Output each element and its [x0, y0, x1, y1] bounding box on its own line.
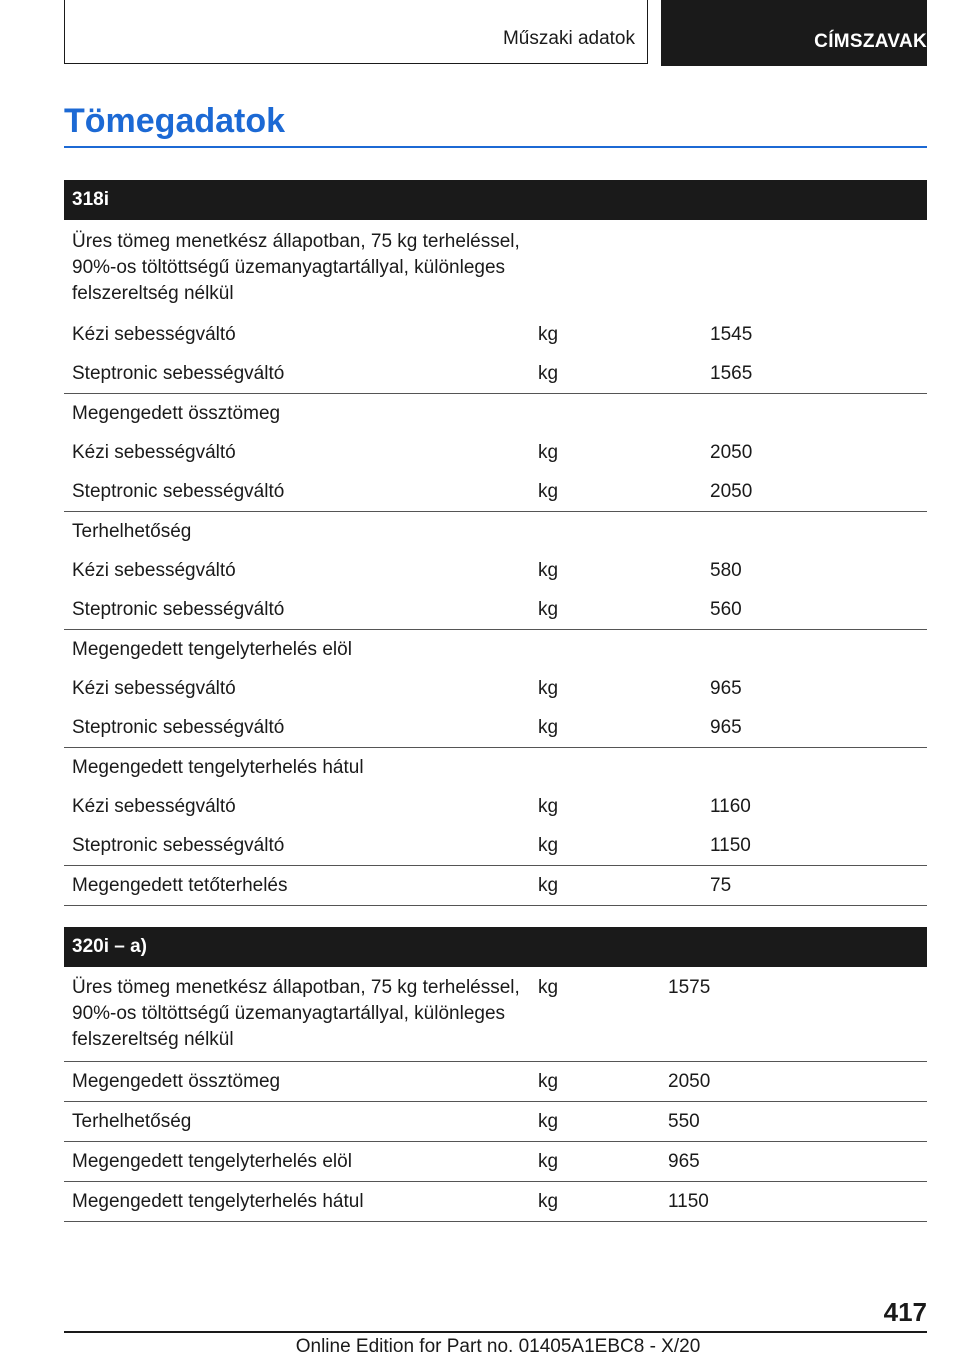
row-label: Kézi sebességváltó — [72, 796, 236, 817]
row-value: 560 — [710, 599, 742, 620]
row-unit — [538, 519, 710, 545]
row-label: Kézi sebességváltó — [72, 442, 236, 463]
row-label: Kézi sebességváltó — [72, 560, 236, 581]
table-row — [64, 433, 927, 472]
row-unit: kg — [538, 875, 559, 896]
table-row — [64, 472, 927, 512]
row-label: Üres tömeg menetkész állapotban, 75 kg terheléssel, 90%-os töltöttségű üzemanyagtartállyal, különleges felszereltség nélkül — [72, 231, 520, 304]
table-row — [64, 708, 927, 748]
header-tabbar — [64, 0, 927, 66]
row-value: 1160 — [710, 796, 751, 817]
row-label: Kézi sebességváltó — [72, 678, 236, 699]
row-unit: kg — [538, 560, 559, 581]
table-row — [64, 826, 927, 866]
row-label: Megengedett tengelyterhelés elöl — [72, 1151, 352, 1172]
row-value: 965 — [710, 717, 742, 738]
row-unit — [538, 401, 710, 427]
table-header: 318i — [64, 180, 927, 220]
row-value: 2050 — [710, 481, 753, 502]
row-unit — [538, 229, 710, 307]
weight-table-320i — [64, 927, 927, 1222]
row-value: 580 — [710, 560, 742, 581]
tab-section-technical-data[interactable] — [64, 0, 648, 64]
row-label: Megengedett tengelyterhelés elöl — [72, 639, 352, 660]
table-row — [64, 315, 927, 354]
table-row — [64, 1142, 927, 1182]
table-row — [64, 1062, 927, 1102]
table-row — [64, 787, 927, 826]
row-unit: kg — [538, 717, 559, 738]
table-row — [64, 630, 927, 669]
row-unit: kg — [538, 678, 559, 699]
footer-edition-text: Online Edition for Part no. 01405A1EBC8 - X/20 — [295, 1336, 701, 1357]
row-label: Terhelhetőség — [72, 521, 192, 542]
row-unit: kg — [538, 324, 559, 345]
tab-index-keywords[interactable] — [661, 0, 927, 66]
tab-section-label: Műszaki adatok — [502, 28, 635, 49]
row-label: Steptronic sebességváltó — [72, 363, 285, 384]
title-divider — [64, 146, 927, 148]
row-value: 1150 — [668, 1191, 709, 1212]
table-row — [64, 551, 927, 590]
row-unit: kg — [538, 977, 559, 998]
row-unit: kg — [538, 442, 559, 463]
row-unit: kg — [538, 1111, 559, 1132]
table-row — [64, 220, 927, 315]
row-label: Terhelhetőség — [72, 1111, 192, 1132]
table-row — [64, 354, 927, 394]
row-label: Steptronic sebességváltó — [72, 835, 285, 856]
row-unit: kg — [538, 1151, 559, 1172]
table-row — [64, 394, 927, 433]
row-label: Megengedett tengelyterhelés hátul — [72, 1191, 364, 1212]
row-unit: kg — [538, 1191, 559, 1212]
table-row — [64, 967, 927, 1062]
row-label: Megengedett össztömeg — [72, 1071, 281, 1092]
row-value: 1545 — [710, 324, 753, 345]
row-value: 2050 — [710, 442, 753, 463]
row-label: Megengedett tengelyterhelés hátul — [72, 757, 364, 778]
row-value: 1565 — [710, 363, 753, 384]
table-row — [64, 1102, 927, 1142]
table-row — [64, 512, 927, 551]
tab-index-label: CÍMSZAVAK — [814, 31, 927, 52]
row-value: 1575 — [668, 977, 711, 998]
row-value: 2050 — [668, 1071, 711, 1092]
row-unit — [538, 755, 710, 781]
row-label: Steptronic sebességváltó — [72, 481, 285, 502]
row-unit: kg — [538, 835, 559, 856]
page-title: Tömegadatok — [64, 102, 286, 140]
table-row — [64, 866, 927, 906]
row-label: Steptronic sebességváltó — [72, 599, 285, 620]
row-unit — [538, 637, 710, 663]
footer-divider — [64, 1331, 927, 1333]
row-unit: kg — [538, 481, 559, 502]
page-number: 417 — [883, 1297, 927, 1327]
table-row — [64, 669, 927, 708]
row-value: 1150 — [710, 835, 751, 856]
row-unit: kg — [538, 1071, 559, 1092]
row-label: Steptronic sebességváltó — [72, 717, 285, 738]
table-row — [64, 748, 927, 787]
row-value: 965 — [710, 678, 742, 699]
row-unit: kg — [538, 796, 559, 817]
row-value: 550 — [668, 1111, 700, 1132]
row-value: 965 — [668, 1151, 700, 1172]
table-header: 320i – a) — [64, 927, 927, 967]
row-value: 75 — [710, 875, 732, 896]
row-label: Üres tömeg menetkész állapotban, 75 kg terheléssel, 90%-os töltöttségű üzemanyagtartállyal, különleges felszereltség nélkül — [72, 977, 520, 1050]
table-row — [64, 590, 927, 630]
row-label: Megengedett tetőterhelés — [72, 875, 288, 896]
row-label: Megengedett össztömeg — [72, 403, 281, 424]
row-label: Kézi sebességváltó — [72, 324, 236, 345]
weight-table-318i — [64, 180, 927, 906]
row-unit: kg — [538, 599, 559, 620]
table-row — [64, 1182, 927, 1222]
row-unit: kg — [538, 363, 559, 384]
